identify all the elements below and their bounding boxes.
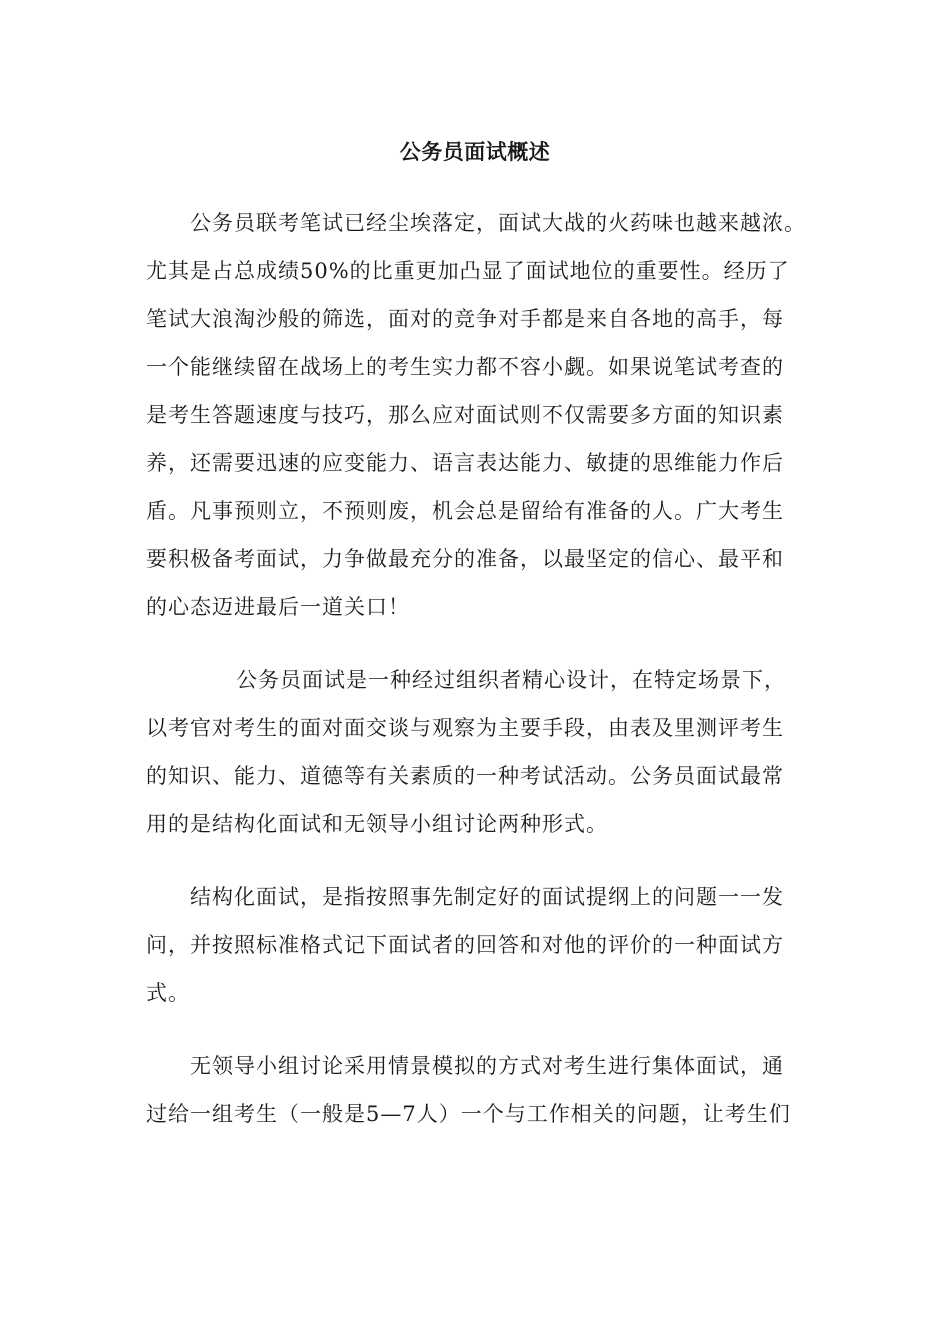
paragraph-1-line-9: 的心态迈进最后一道关口！ <box>146 595 410 619</box>
paragraph-1-line-5: 是考生答题速度与技巧，那么应对面试则不仅需要多方面的知识素 <box>146 403 784 427</box>
paragraph-1-line-8: 要积极备考面试，力争做最充分的准备，以最坚定的信心、最平和 <box>146 547 784 571</box>
paragraph-1-line-4: 一个能继续留在战场上的考生实力都不容小觑。如果说笔试考查的 <box>146 355 784 379</box>
paragraph-2-line-3: 的知识、能力、道德等有关素质的一种考试活动。公务员面试最常 <box>146 764 784 788</box>
paragraph-4-line-1: 无领导小组讨论采用情景模拟的方式对考生进行集体面试，通 <box>190 1054 784 1078</box>
paragraph-3-line-2: 问，并按照标准格式记下面试者的回答和对他的评价的一种面试方 <box>146 933 784 957</box>
paragraph-4-line-2: 过给一组考生（一般是5—7人）一个与工作相关的问题，让考生们 <box>146 1102 791 1126</box>
paragraph-3-line-3: 式。 <box>146 981 190 1005</box>
paragraph-1-line-2: 尤其是占总成绩50%的比重更加凸显了面试地位的重要性。经历了 <box>146 259 790 283</box>
paragraph-2-line-1: 公务员面试是一种经过组织者精心设计，在特定场景下， <box>236 668 786 692</box>
document-title: 公务员面试概述 <box>399 139 551 164</box>
paragraph-1-line-3: 笔试大浪淘沙般的筛选，面对的竞争对手都是来自各地的高手，每 <box>146 307 784 331</box>
paragraph-1-line-6: 养，还需要迅速的应变能力、语言表达能力、敏捷的思维能力作后 <box>146 451 784 475</box>
paragraph-1-line-1: 公务员联考笔试已经尘埃落定，面试大战的火药味也越来越浓。 <box>190 211 806 235</box>
paragraph-2-line-4: 用的是结构化面试和无领导小组讨论两种形式。 <box>146 812 608 836</box>
paragraph-2-line-2: 以考官对考生的面对面交谈与观察为主要手段，由表及里测评考生 <box>146 716 784 740</box>
paragraph-3-line-1: 结构化面试，是指按照事先制定好的面试提纲上的问题一一发 <box>190 885 784 909</box>
paragraph-1-line-7: 盾。凡事预则立，不预则废，机会总是留给有准备的人。广大考生 <box>146 499 784 523</box>
